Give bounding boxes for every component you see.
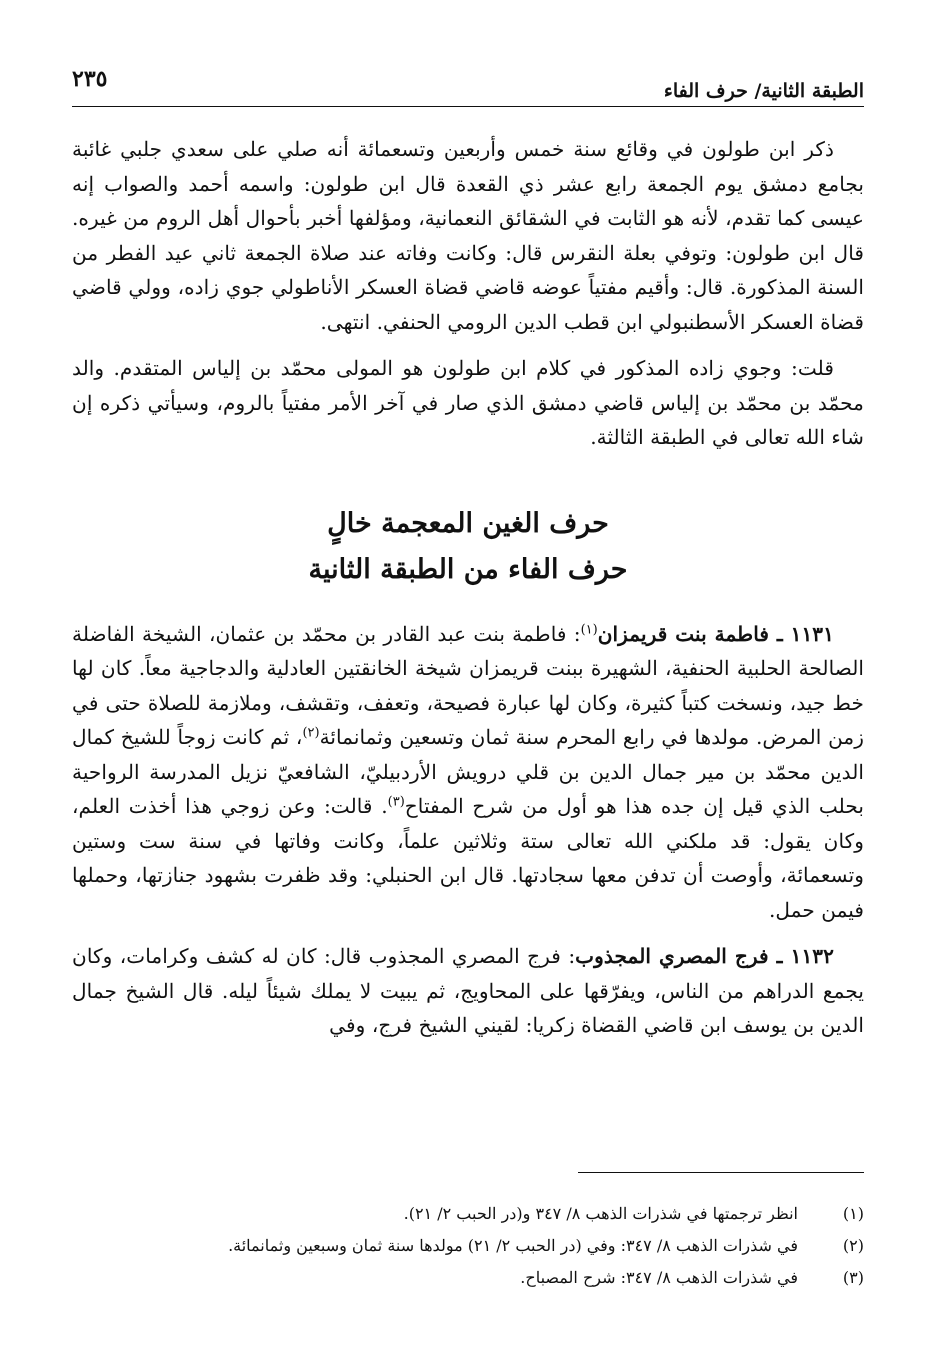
entry-1132 — [72, 939, 864, 1043]
entry-1131-text-b: ، ثم كانت زوجاً للشيخ كمال الدين محمّد بن مير جمال الدين بن قلي درويش الأردبيليّ، الشافعيّ نزيل المدرسة الرواحية بحلب الذي قيل إن جده هذا هو أول من شرح المفتاح — [72, 725, 865, 818]
heading-fa: حرف الفاء من الطبقة الثانية — [308, 553, 628, 585]
page-header — [72, 66, 864, 107]
footnote-separator — [578, 1172, 864, 1173]
footnote-ref-1: (١) — [580, 621, 598, 637]
paragraph-qultu: قلت: وجوي زاده المذكور في كلام ابن طولون هو المولى محمّد بن إلياس المتقدم. والد محمّد بن محمّد بن إلياس قاضي دمشق الذي صار في آخر الأمر مفتياً بالروم، وسيأتي ذكره إن شاء الله تعالى في الطبقة الثالثة. — [72, 356, 864, 449]
page-body — [72, 132, 864, 1055]
page-number: ٢٣٥ — [72, 66, 108, 92]
footnote-text: في شذرات الذهب ٨/ ٣٤٧: شرح المصباح. — [520, 1268, 798, 1287]
footnote-number: (٣) — [842, 1268, 864, 1287]
entry-1131-text-a: : فاطمة بنت عبد القادر بن محمّد بن عثمان، الشيخة الفاضلة الصالحة الحلبية الحنفية، الشهيرة ببنت قريمزان شيخة الخانقتين العادلية والدجاجية معاً. كان لها خط جيد، ونسخت كتباً كثيرة، وكان لها عبارة فصيحة، وتعفف، وتقشف، وملازمة للصلاة حتى في زمن المرض. مولدها في رابع المحرم سنة ثمان وتسعين وثمانمائة — [72, 621, 864, 749]
footnote-number: (٢) — [842, 1236, 864, 1255]
footnote-ref-3: (٣) — [387, 794, 405, 810]
footnote-1 — [72, 1198, 864, 1230]
footnote-ref-2: (٢) — [302, 725, 320, 741]
heading-ghayn: حرف الغين المعجمة خالٍ — [327, 507, 609, 539]
footnote-2 — [72, 1230, 864, 1262]
running-head: الطبقة الثانية/ حرف الفاء — [663, 80, 864, 102]
footnote-text: في شذرات الذهب ٨/ ٣٤٧: وفي (در الحبب ٢/ ٢١) مولدها سنة ثمان وسبعين وثمانمائة. — [228, 1236, 798, 1255]
footnote-number: (١) — [842, 1204, 864, 1223]
footnote-text: انظر ترجمتها في شذرات الذهب ٨/ ٣٤٧ و(در الحبب ٢/ ٢١). — [403, 1204, 798, 1223]
entry-1131-title: ١١٣١ ـ فاطمة بنت قريمزان — [597, 621, 834, 646]
footnote-3 — [72, 1262, 864, 1294]
section-headings — [72, 501, 864, 593]
entry-1131 — [72, 617, 864, 928]
footnotes — [72, 1198, 864, 1294]
entry-1132-title: ١١٣٢ ـ فرج المصري المجذوب — [575, 944, 834, 968]
entry-1131-text-c: . قالت: وعن زوجي هذا أخذت العلم، وكان يقول: قد ملكني الله تعالى ستة وثلاثين علماً، وكانت وفاتها في سنة ست وستين وتسعمائة، وأوصت أن تدفن معها سجادتها. قال ابن الحنبلي: وقد ظفرت بشهود جنازتها، وحملها فيمن حمل. — [72, 794, 864, 922]
entry-1132-text: : فرج المصري المجذوب قال: كان له كشف وكرامات، وكان يجمع الدراهم من الناس، ويفرّقها على المحاويج، ثم يبيت لا يملك شيئاً ليله. قال الشيخ جمال الدين بن يوسف ابن قاضي القضاة زكريا: لقيني الشيخ فرج، وفي — [72, 944, 864, 1037]
paragraph-ibn-tulun: ذكر ابن طولون في وقائع سنة خمس وأربعين وتسعمائة أنه صلي على سعدي جلبي غائبة بجامع دمشق يوم الجمعة رابع عشر ذي القعدة قال ابن طولون: واسمه أحمد والصواب إنه عيسى كما تقدم، لأنه هو الثابت في الشقائق النعمانية، ومؤلفها أخبر بأحوال أهل الروم من غيره. قال ابن طولون: وتوفي بعلة النقرس قال: وكانت وفاته عند صلاة الجمعة ثاني عيد الفطر من السنة المذكورة. قال: وأقيم مفتياً عوضه قاضي قضاة العسكر الأناطولي جوي زاده، وولي قاضي قضاة العسكر الأسطنبولي ابن قطب الدين الرومي الحنفي. انتهى. — [72, 137, 864, 334]
